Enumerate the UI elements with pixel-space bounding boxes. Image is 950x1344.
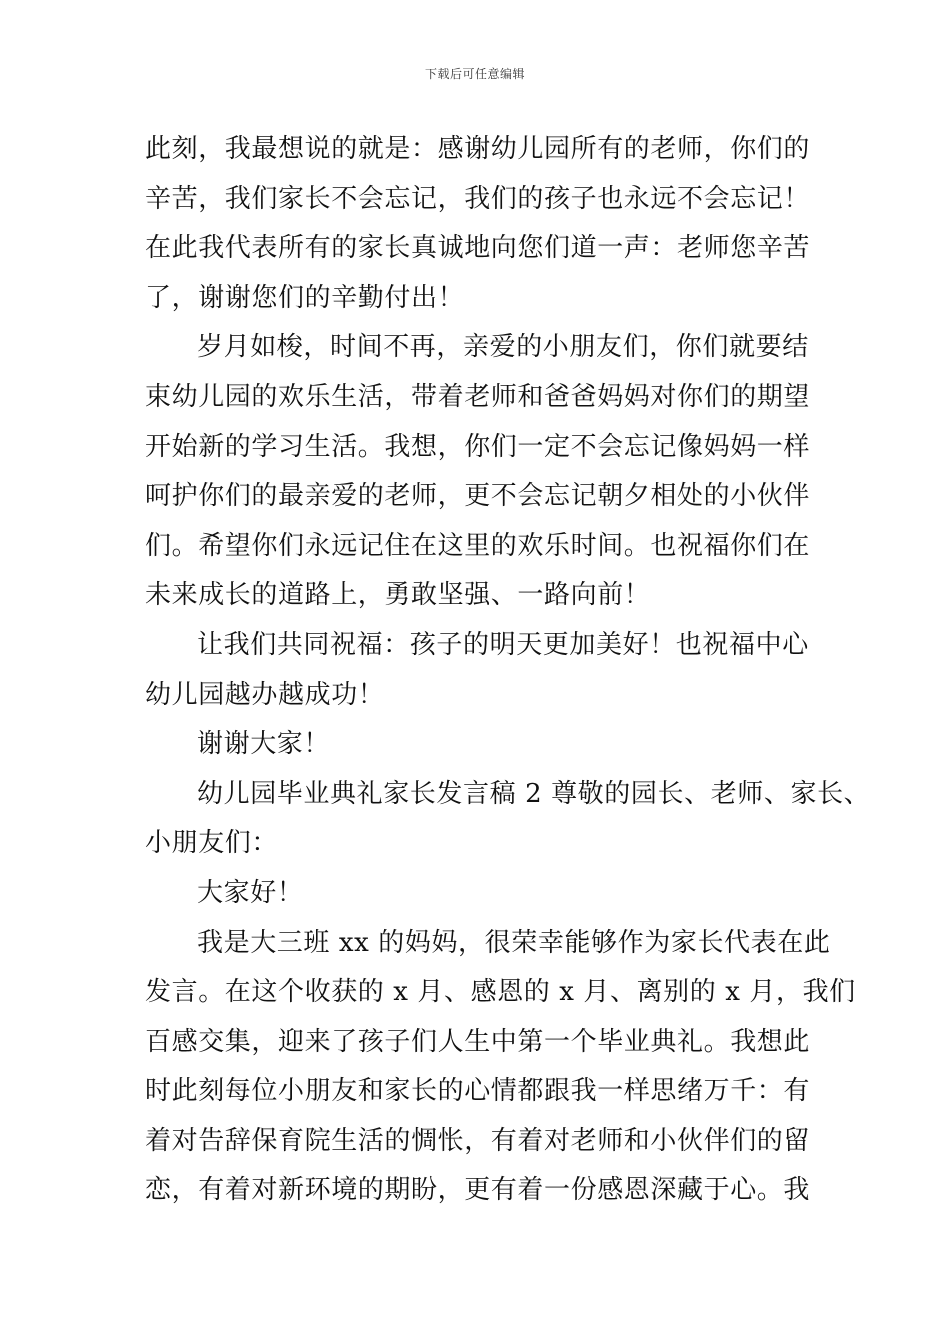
text-line: 幼儿园越办越成功！ xyxy=(145,679,385,710)
text-line: 未来成长的道路上，勇敢坚强、一路向前！ xyxy=(145,580,651,611)
text-line: 辛苦，我们家长不会忘记，我们的孩子也永远不会忘记！ xyxy=(145,183,811,214)
text-line: 大家好！ xyxy=(197,877,304,908)
page-header: 下载后可任意编辑 xyxy=(424,67,525,81)
text-line: 在此我代表所有的家长真诚地向您们道一声：老师您辛苦 xyxy=(145,233,811,264)
text-line: 开始新的学习生活。我想，你们一定不会忘记像妈妈一样 xyxy=(145,431,811,462)
text-line: 恋，有着对新环境的期盼，更有着一份感恩深藏于心。我 xyxy=(145,1175,811,1206)
text-line: 发言。在这个收获的 x 月、感恩的 x 月、离别的 x 月，我们 xyxy=(145,977,856,1008)
text-line: 百感交集，迎来了孩子们人生中第一个毕业典礼。我想此 xyxy=(145,1026,811,1057)
text-line: 小朋友们： xyxy=(145,828,279,859)
document-body xyxy=(145,125,871,1216)
text-line: 了，谢谢您们的辛勤付出！ xyxy=(145,282,465,313)
text-line: 岁月如梭，时间不再，亲爱的小朋友们，你们就要结 xyxy=(197,332,809,363)
text-line: 幼儿园毕业典礼家长发言稿 2 尊敬的园长、老师、家长、 xyxy=(197,778,871,809)
text-line: 我是大三班 xx 的妈妈，很荣幸能够作为家长代表在此 xyxy=(197,927,831,958)
text-line: 此刻，我最想说的就是：感谢幼儿园所有的老师，你们的 xyxy=(145,134,811,164)
text-line: 呵护你们的最亲爱的老师，更不会忘记朝夕相处的小伙伴 xyxy=(145,481,811,512)
text-line: 时此刻每位小朋友和家长的心情都跟我一样思绪万千：有 xyxy=(145,1076,811,1107)
text-line: 们。希望你们永远记住在这里的欢乐时间。也祝福你们在 xyxy=(145,530,811,561)
text-line: 让我们共同祝福：孩子的明天更加美好！也祝福中心 xyxy=(197,629,809,660)
text-line: 着对告辞保育院生活的惆怅，有着对老师和小伙伴们的留 xyxy=(145,1125,811,1156)
text-line: 谢谢大家！ xyxy=(197,729,331,760)
text-line: 束幼儿园的欢乐生活，带着老师和爸爸妈妈对你们的期望 xyxy=(145,381,811,412)
